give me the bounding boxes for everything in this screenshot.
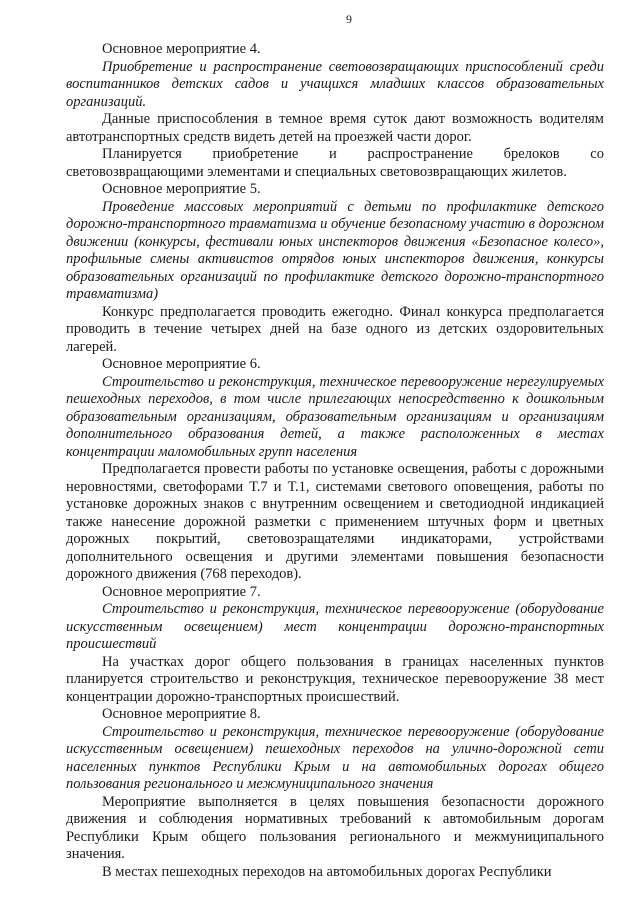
page-number: 9 bbox=[346, 12, 352, 26]
paragraph-measure-6-body: Предполагается провести работы по установке освещения, работы с дорожными неровностями, светофорами Т.7 и Т.1, системами светового оповещения, работы по установке дорожных знаков с внутренним освещением и светодиодной индикацией также нанесение дорожной разметки с применением штучных форм и цветных дорожных покрытий, световозращателями индикаторами, устройствами дополнительного освещения и другими элементами повышения безопасности дорожного движения (768 переходов). bbox=[66, 461, 604, 582]
paragraph-measure-7-heading: Основное мероприятие 7. bbox=[102, 583, 261, 600]
paragraph-measure-4-body-1: Данные приспособления в темное время суток дают возможность водителям автотранспортных средств видеть детей на проезжей части дорог. bbox=[66, 111, 604, 145]
paragraph-measure-6-heading: Основное мероприятие 6. bbox=[102, 356, 261, 372]
paragraph-measure-8-body-1: Мероприятие выполняется в целях повышения безопасности дорожного движения и соблюдения нормативных требований к автомобильным дорогам Республики Крым общего пользования регионального и межмуниципального значения. bbox=[66, 793, 604, 862]
paragraph-measure-5-body: Конкурс предполагается проводить ежегодно. Финал конкурса предполагается проводить в течение четырех дней на базе одного из детских оздоровительных лагерей. bbox=[66, 303, 604, 355]
paragraph-measure-8-heading: Основное мероприятие 8. bbox=[102, 706, 261, 722]
paragraph-measure-4-body-2: Планируется приобретение и распространение брелоков со световозвращающими элементами и специальных световозвращающих жилетов. bbox=[66, 146, 604, 180]
paragraph-measure-6-title: Строительство и реконструкция, техническое перевооружение нерегулируемых пешеходных переходов, в том числе прилегающих непосредственно к дошкольным образовательным организациям, образовательным организациям и организациям дополнительного образования детей, а также расположенных в местах концентрации маломобильных групп населения bbox=[66, 373, 604, 460]
paragraph-measure-8-body-2: В местах пешеходных переходов на автомобильных дорогах Республики bbox=[102, 863, 552, 880]
paragraph-measure-5-title: Проведение массовых мероприятий с детьми по профилактике детского дорожно-транспортного травматизма и обучение безопасному участию в дорожном движении (конкурсы, фестивали юных инспекторов движения «Безопасное колесо», профильные смены активистов отрядов юных инспекторов движения, конкурсы образовательных организаций по профилактике детского дорожно-транспортного травматизма) bbox=[66, 198, 604, 302]
paragraph-measure-5-heading: Основное мероприятие 5. bbox=[102, 181, 261, 197]
paragraph-measure-7-title: Строительство и реконструкция, техническое перевооружение (оборудование искусственным освещением) мест концентрации дорожно-транспортных происшествий bbox=[66, 601, 604, 652]
paragraph-measure-7-body: На участках дорог общего пользования в границах населенных пунктов планируется строительство и реконструкция, техническое перевооружение 38 мест концентрации дорожно-транспортных происшествий. bbox=[66, 653, 604, 705]
paragraph-measure-4-title: Приобретение и распространение световозвращающих приспособлений среди воспитанников детских садов и учащихся младших классов образовательных организаций. bbox=[66, 58, 604, 110]
paragraph-measure-8-title: Строительство и реконструкция, техническое перевооружение (оборудование искусственным освещением) пешеходных переходов на улично-дорожной сети населенных пунктов Республики Крым и на автомобильных дорогах общего пользования регионального и межмуниципального значения bbox=[66, 723, 604, 792]
paragraph-measure-4-heading: Основное мероприятие 4. bbox=[102, 41, 261, 57]
